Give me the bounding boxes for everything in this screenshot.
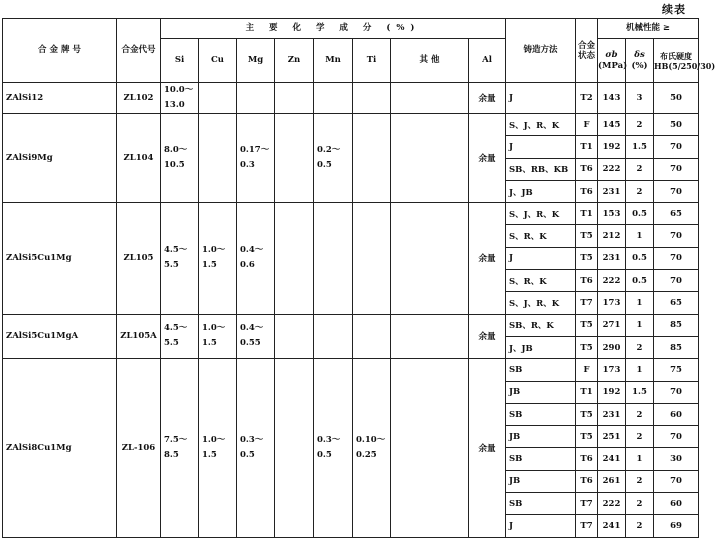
composition-cu [199,359,237,537]
composition-zn [275,314,314,359]
alloy-state: T6 [576,448,598,470]
alloy-grade: ZAlSi5Cu1Mg [3,203,117,314]
alloy-state: T2 [576,83,598,114]
composition-zn [275,114,314,203]
composition-cu [199,114,237,203]
property-row [3,359,699,381]
delta-s-value: 0.5 [626,270,654,292]
casting-method: SB [506,493,576,515]
hardness-value: 75 [654,359,699,381]
casting-method: J、JB [506,180,576,202]
header-alloy-grade: 合 金 牌 号 [3,19,117,83]
composition-ti-line: 0.25 [356,449,377,460]
composition-mn-line: 0.3～ [317,434,341,445]
composition-al: 余量 [469,314,506,359]
property-row [3,83,699,114]
header-si: Si [161,39,199,83]
hardness-value: 65 [654,292,699,314]
composition-mn-line: 0.5 [317,160,332,171]
composition-cu-line: 1.5 [202,338,217,349]
hardness-value: 70 [654,470,699,492]
composition-si-line: 5.5 [164,338,179,349]
delta-s-value: 3 [626,83,654,114]
casting-method: JB [506,381,576,403]
composition-cu [199,314,237,359]
continuation-label: 续表 [662,3,686,16]
delta-s-value: 2 [626,470,654,492]
alloy-grade: ZAlSi9Mg [3,114,117,203]
composition-si-line: 10.5 [164,160,185,171]
delta-s-value: 2 [626,403,654,425]
composition-si-line: 5.5 [164,260,179,271]
header-hardness: 布氏硬度HB(5/250/30) [654,39,699,83]
composition-other [391,314,469,359]
composition-si-line: 4.5～ [164,245,188,256]
delta-s-value: 2 [626,114,654,136]
sigma-b-value: 261 [598,470,626,492]
sigma-b-value: 145 [598,114,626,136]
composition-cu-line: 1.0～ [202,245,226,256]
hardness-value: 50 [654,114,699,136]
sigma-b-value: 231 [598,403,626,425]
composition-mn [314,83,353,114]
composition-mn-line: 0.5 [317,449,332,460]
composition-al: 余量 [469,359,506,537]
composition-mg-line: 0.3 [240,160,255,171]
composition-ti [353,314,391,359]
composition-other [391,359,469,537]
hardness-value: 60 [654,493,699,515]
header-ti: Ti [353,39,391,83]
composition-mg-line: 0.4～ [240,245,264,256]
delta-s-value: 1.5 [626,136,654,158]
composition-other [391,203,469,314]
casting-method: S、R、K [506,270,576,292]
casting-method: J [506,247,576,269]
alloy-grade: ZAlSi12 [3,83,117,114]
composition-mg-line: 0.6 [240,260,255,271]
alloy-grade: ZAlSi5Cu1MgA [3,314,117,359]
casting-method: J [506,83,576,114]
composition-mn-line: 0.2～ [317,145,341,156]
composition-mn [314,314,353,359]
header-composition: 主 要 化 学 成 分 (%) [161,19,506,39]
composition-si [161,203,199,314]
casting-method: JB [506,426,576,448]
alloy-code: ZL-106 [117,359,161,537]
sigma-b-value: 222 [598,158,626,180]
composition-si-line: 13.0 [164,100,185,110]
sigma-b-symbol: σb [605,49,618,60]
composition-mn [314,359,353,537]
delta-s-value: 2 [626,426,654,448]
composition-mg-line: 0.55 [240,338,261,349]
alloy-code: ZL104 [117,114,161,203]
sigma-b-value: 173 [598,292,626,314]
header-alloy-state: 合金状态 [576,19,598,83]
composition-si-line: 7.5～ [164,434,188,445]
header-mn: Mn [314,39,353,83]
alloy-code: ZL105A [117,314,161,359]
sigma-b-value: 290 [598,336,626,358]
casting-method: J [506,515,576,537]
composition-cu-line: 1.5 [202,449,217,460]
composition-si-line: 10.0～ [164,85,194,95]
casting-method: J [506,136,576,158]
casting-method: J、JB [506,336,576,358]
hardness-value: 85 [654,314,699,336]
composition-other [391,114,469,203]
header-al: Al [469,39,506,83]
delta-s-value: 2 [626,336,654,358]
sigma-b-value: 192 [598,136,626,158]
alloy-state: T7 [576,292,598,314]
composition-mg [237,203,275,314]
alloy-state: T1 [576,381,598,403]
delta-s-value: 1 [626,314,654,336]
casting-method: S、J、R、K [506,203,576,225]
composition-other [391,83,469,114]
sigma-b-value: 212 [598,225,626,247]
casting-method: SB [506,403,576,425]
composition-ti-line: 0.10～ [356,434,386,445]
sigma-b-value: 271 [598,314,626,336]
composition-cu-line: 1.0～ [202,323,226,334]
header-other: 其 他 [391,39,469,83]
composition-ti [353,203,391,314]
alloy-table [2,18,715,538]
casting-method: S、J、R、K [506,292,576,314]
alloy-state: T7 [576,493,598,515]
sigma-b-value: 241 [598,448,626,470]
casting-method: SB [506,448,576,470]
composition-cu-line: 1.5 [202,260,217,271]
delta-s-value: 2 [626,493,654,515]
sigma-b-value: 173 [598,359,626,381]
delta-s-value: 1.5 [626,381,654,403]
composition-zn [275,359,314,537]
composition-mg-line: 0.5 [240,449,255,460]
alloy-state: T6 [576,270,598,292]
alloy-state: T5 [576,247,598,269]
hardness-value: 70 [654,247,699,269]
composition-si-line: 8.0～ [164,145,188,156]
hardness-value: 30 [654,448,699,470]
header-alloy-code: 合金代号 [117,19,161,83]
alloy-code: ZL102 [117,83,161,114]
delta-s-unit: (%) [631,60,648,71]
delta-s-value: 2 [626,158,654,180]
hardness-value: 70 [654,158,699,180]
delta-s-symbol: δs [634,49,645,60]
composition-si [161,314,199,359]
hardness-value: 70 [654,381,699,403]
alloy-state: T5 [576,403,598,425]
composition-zn [275,83,314,114]
composition-mg-line: 0.17～ [240,145,270,156]
composition-mg [237,359,275,537]
composition-mg-line: 0.3～ [240,434,264,445]
sigma-b-value: 222 [598,270,626,292]
composition-si [161,83,199,114]
composition-al: 余量 [469,114,506,203]
composition-mg [237,114,275,203]
casting-method: SB、RB、KB [506,158,576,180]
composition-al: 余量 [469,83,506,114]
composition-al: 余量 [469,203,506,314]
composition-ti [353,83,391,114]
composition-zn [275,203,314,314]
header-zn: Zn [275,39,314,83]
sigma-b-value: 143 [598,83,626,114]
hardness-value: 70 [654,180,699,202]
alloy-state: T5 [576,225,598,247]
delta-s-value: 0.5 [626,247,654,269]
alloy-state: T5 [576,336,598,358]
sigma-b-value: 153 [598,203,626,225]
composition-cu [199,203,237,314]
sigma-b-value: 231 [598,180,626,202]
composition-mn [314,114,353,203]
alloy-state: T5 [576,314,598,336]
sigma-b-value: 241 [598,515,626,537]
header-cu: Cu [199,39,237,83]
composition-mg-line: 0.4～ [240,323,264,334]
sigma-b-value: 222 [598,493,626,515]
property-row [3,114,699,136]
composition-ti [353,114,391,203]
header-mg: Mg [237,39,275,83]
alloy-state: T6 [576,470,598,492]
hardness-value: 70 [654,136,699,158]
composition-ti [353,359,391,537]
alloy-state: T6 [576,180,598,202]
header-delta-s [626,39,654,83]
sigma-b-value: 231 [598,247,626,269]
delta-s-value: 1 [626,225,654,247]
alloy-state: T5 [576,426,598,448]
property-row [3,203,699,225]
alloy-state: T1 [576,136,598,158]
hardness-value: 70 [654,270,699,292]
composition-mg [237,83,275,114]
casting-method: JB [506,470,576,492]
property-row [3,314,699,336]
alloy-state: T6 [576,158,598,180]
hardness-value: 50 [654,83,699,114]
hardness-value: 70 [654,225,699,247]
hardness-value: 70 [654,426,699,448]
casting-method: SB [506,359,576,381]
alloy-code: ZL105 [117,203,161,314]
delta-s-value: 2 [626,515,654,537]
hardness-value: 69 [654,515,699,537]
hardness-value: 65 [654,203,699,225]
header-casting-method: 铸造方法 [506,19,576,83]
header-sigma-b [598,39,626,83]
casting-method: S、R、K [506,225,576,247]
casting-method: S、J、R、K [506,114,576,136]
delta-s-value: 1 [626,292,654,314]
composition-cu-line: 1.0～ [202,434,226,445]
delta-s-value: 1 [626,359,654,381]
composition-mn [314,203,353,314]
hardness-value: 85 [654,336,699,358]
delta-s-value: 2 [626,180,654,202]
alloy-grade: ZAlSi8Cu1Mg [3,359,117,537]
composition-mg [237,314,275,359]
alloy-state: F [576,114,598,136]
alloy-state: F [576,359,598,381]
hardness-value: 60 [654,403,699,425]
composition-cu [199,83,237,114]
alloy-state: T7 [576,515,598,537]
composition-si [161,114,199,203]
casting-method: SB、R、K [506,314,576,336]
header-mechanical: 机械性能 ≥ [598,19,699,39]
composition-si-line: 8.5 [164,449,179,460]
composition-si [161,359,199,537]
sigma-b-value: 251 [598,426,626,448]
delta-s-value: 1 [626,448,654,470]
sigma-b-unit: (MPa) [598,60,628,71]
sigma-b-value: 192 [598,381,626,403]
alloy-state: T1 [576,203,598,225]
composition-si-line: 4.5～ [164,323,188,334]
delta-s-value: 0.5 [626,203,654,225]
